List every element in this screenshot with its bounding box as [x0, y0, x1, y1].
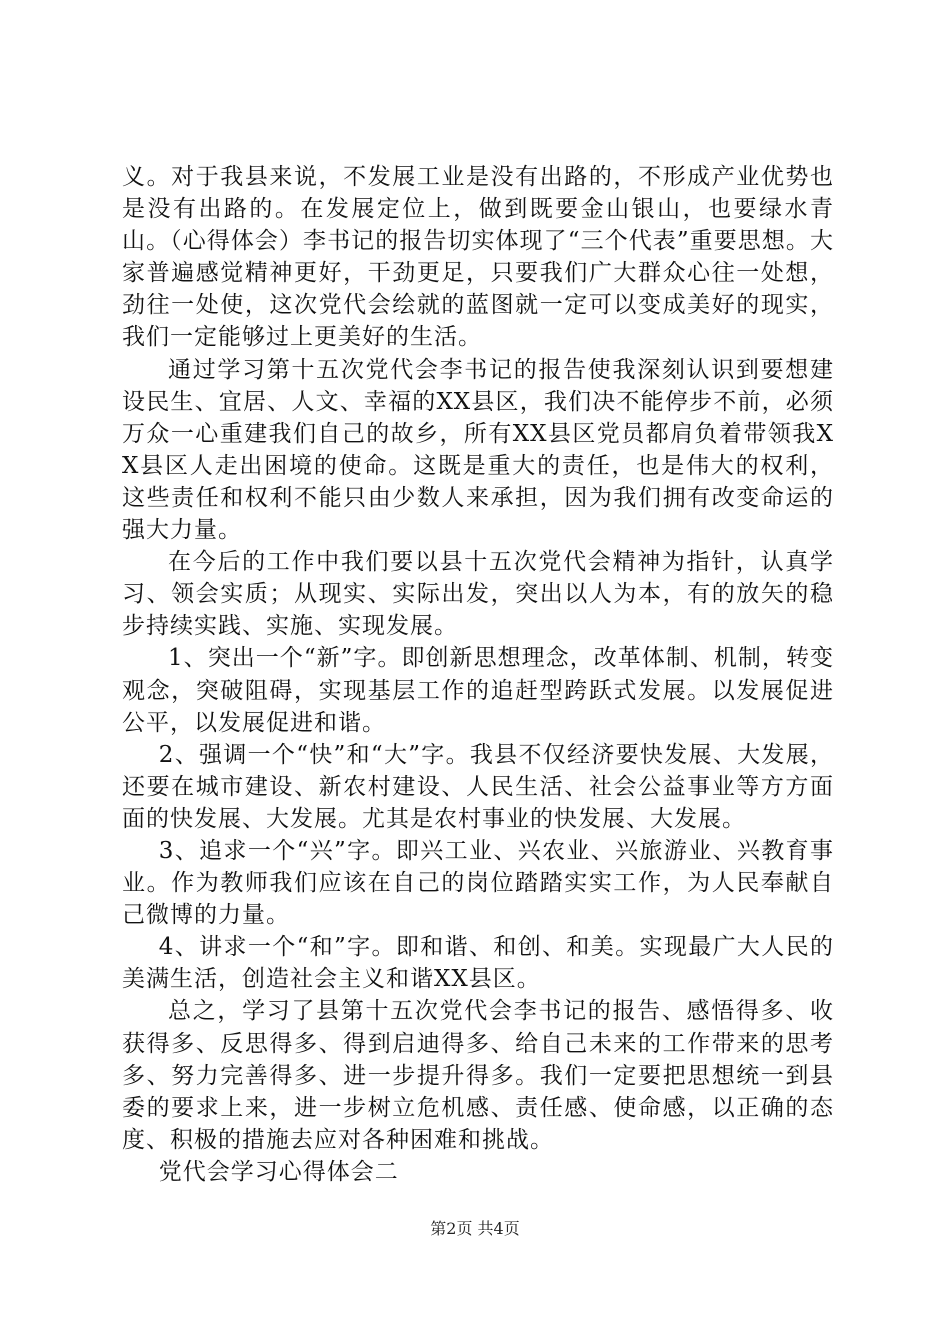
paragraph-point-prosper: 3、追求一个“兴”字。即兴工业、兴农业、兴旅游业、兴教育事业。作为教师我们应该在自己的岗位踏踏实实工作，为人民奉献自己微博的力量。: [122, 837, 834, 929]
paragraph-report-insight: 通过学习第十五次党代会李书记的报告使我深刻认识到要想建设民生、宜居、人文、幸福的XX县区，我们决不能停步不前，必须万众一心重建我们自己的故乡，所有XX县区党员都肩负着带领我XX县区人走出困境的使命。这既是重大的责任，也是伟大的权利，这些责任和权利不能只由少数人来承担，因为我们拥有改变命运的强大力量。: [122, 356, 834, 544]
paragraph-point-new: 1、突出一个“新”字。即创新思想理念，改革体制、机制，转变观念，突破阻碍，实现基层工作的追赶型跨跃式发展。以发展促进公平，以发展促进和谐。: [122, 645, 834, 736]
paragraph-conclusion: 总之，学习了县第十五次党代会李书记的报告、感悟得多、收获得多、反思得多、得到启迪得多、给自己未来的工作带来的思考多、努力完善得多、进一步提升得多。我们一定要把思想统一到县委的要求上来，进一步树立危机感、责任感、使命感，以正确的态度、积极的措施去应对各种困难和挑战。: [122, 998, 834, 1153]
paragraph-point-harmony: 4、讲求一个“和”字。即和谐、和创、和美。实现最广大人民的美满生活，创造社会主义和谐XX县区。: [122, 934, 834, 993]
document-body: [122, 161, 834, 1188]
paragraph-continuation: 义。对于我县来说，不发展工业是没有出路的，不形成产业优势也是没有出路的。在发展定位上，做到既要金山银山，也要绿水青山。（心得体会）李书记的报告切实体现了“三个代表”重要思想。大家普遍感觉精神更好，干劲更足，只要我们广大群众心往一处想，劲往一处使，这次党代会绘就的蓝图就一定可以变成美好的现实，我们一定能够过上更美好的生活。: [122, 164, 834, 351]
paragraph-point-fast-big: 2、强调一个“快”和“大”字。我县不仅经济要快发展、大发展，还要在城市建设、新农村建设、人民生活、社会公益事业等方方面面的快发展、大发展。尤其是农村事业的快发展、大发展。: [122, 741, 834, 832]
section-heading-part-two: 党代会学习心得体会二: [158, 1158, 399, 1185]
page-number-footer: 第2页 共4页: [430, 1219, 520, 1238]
paragraph-future-work: 在今后的工作中我们要以县十五次党代会精神为指针，认真学习、领会实质；从现实、实际出发，突出以人为本，有的放矢的稳步持续实践、实施、实现发展。: [122, 549, 834, 640]
